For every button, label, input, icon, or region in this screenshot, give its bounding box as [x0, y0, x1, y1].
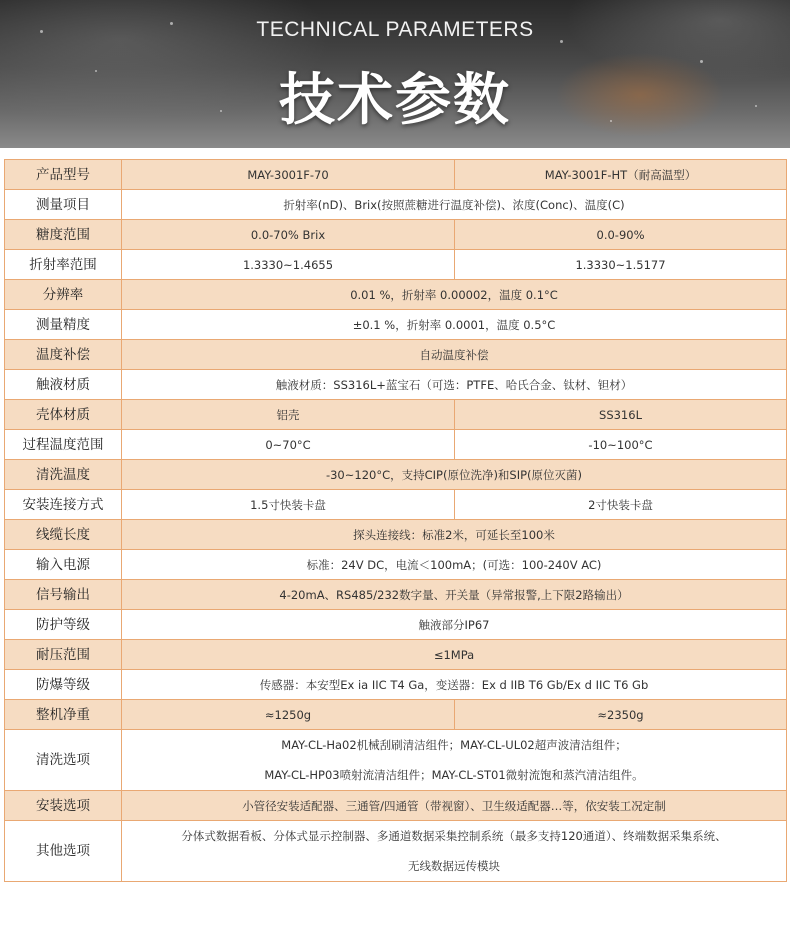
row-label: 安装连接方式: [5, 490, 122, 520]
row-label: 产品型号: [5, 160, 122, 190]
parameters-table: [4, 159, 787, 882]
row-value: 2寸快装卡盘: [455, 490, 787, 520]
row-value: 自动温度补偿: [122, 340, 787, 370]
row-value: ≈1250g: [122, 700, 455, 730]
table-row: [5, 730, 787, 791]
row-value: 标准：24V DC，电流＜100mA；(可选：100-240V AC): [122, 550, 787, 580]
row-value: 4-20mA、RS485/232数字量、开关量（异常报警,上下限2路输出）: [122, 580, 787, 610]
table-row: [5, 250, 787, 280]
row-label: 其他选项: [5, 821, 122, 882]
row-value: [122, 821, 787, 882]
row-value: 触液部分IP67: [122, 610, 787, 640]
row-value: 小管径安装适配器、三通管/四通管（带视窗）、卫生级适配器…等，依安装工况定制: [122, 791, 787, 821]
row-value: 传感器：本安型Ex ia IIC T4 Ga，变送器：Ex d IIB T6 Gb/Ex d IIC T6 Gb: [122, 670, 787, 700]
table-row: [5, 430, 787, 460]
row-label: 分辨率: [5, 280, 122, 310]
row-value: -10~100°C: [455, 430, 787, 460]
table-row: [5, 550, 787, 580]
row-value-line: MAY-CL-Ha02机械刮刷清洁组件；MAY-CL-UL02超声波清洁组件；: [281, 738, 627, 752]
table-row: [5, 520, 787, 550]
row-value: [122, 730, 787, 791]
row-value: MAY-3001F-70: [122, 160, 455, 190]
row-value: 铝壳: [122, 400, 455, 430]
table-row: [5, 220, 787, 250]
table-row: [5, 610, 787, 640]
table-row: [5, 821, 787, 882]
row-value-line: 无线数据远传模块: [408, 859, 500, 873]
table-row: [5, 310, 787, 340]
table-row: [5, 580, 787, 610]
header-subtitle: TECHNICAL PARAMETERS: [256, 18, 534, 41]
row-label: 整机净重: [5, 700, 122, 730]
row-value: 0~70°C: [122, 430, 455, 460]
row-value: 1.3330~1.5177: [455, 250, 787, 280]
row-value: 探头连接线：标准2米，可延长至100米: [122, 520, 787, 550]
row-label: 输入电源: [5, 550, 122, 580]
table-row: [5, 791, 787, 821]
row-value: 触液材质：SS316L+蓝宝石（可选：PTFE、哈氏合金、钛材、钽材）: [122, 370, 787, 400]
page-title: 技术参数: [279, 68, 511, 133]
row-value: 1.5寸快装卡盘: [122, 490, 455, 520]
table-row: [5, 190, 787, 220]
row-label: 测量项目: [5, 190, 122, 220]
table-row: [5, 700, 787, 730]
table-row: [5, 370, 787, 400]
row-value: 0.0-70% Brix: [122, 220, 455, 250]
row-value-line: MAY-CL-HP03喷射流清洁组件；MAY-CL-ST01微射流饱和蒸汽清洁组件。: [264, 768, 644, 782]
table-row: [5, 340, 787, 370]
row-value: SS316L: [455, 400, 787, 430]
row-label: 清洗选项: [5, 730, 122, 791]
row-value: MAY-3001F-HT（耐高温型）: [455, 160, 787, 190]
table-row: [5, 280, 787, 310]
table-row: [5, 400, 787, 430]
row-label: 糖度范围: [5, 220, 122, 250]
row-label: 过程温度范围: [5, 430, 122, 460]
row-value: ≤1MPa: [122, 640, 787, 670]
row-value: -30~120°C，支持CIP(原位洗净)和SIP(原位灭菌): [122, 460, 787, 490]
table-row: [5, 460, 787, 490]
table-row: [5, 640, 787, 670]
row-value-line: 分体式数据看板、分体式显示控制器、多通道数据采集控制系统（最多支持120通道）、终端数据采集系统、: [181, 829, 727, 843]
header-banner: [0, 0, 790, 148]
row-label: 壳体材质: [5, 400, 122, 430]
row-value: 0.0-90%: [455, 220, 787, 250]
row-label: 测量精度: [5, 310, 122, 340]
row-label: 耐压范围: [5, 640, 122, 670]
row-label: 防爆等级: [5, 670, 122, 700]
row-value: 1.3330~1.4655: [122, 250, 455, 280]
table-row: [5, 670, 787, 700]
row-label: 触液材质: [5, 370, 122, 400]
row-value: 0.01 %，折射率 0.00002，温度 0.1°C: [122, 280, 787, 310]
row-value: ≈2350g: [455, 700, 787, 730]
row-label: 温度补偿: [5, 340, 122, 370]
table-row: [5, 490, 787, 520]
row-value: 折射率(nD)、Brix(按照蔗糖进行温度补偿)、浓度(Conc)、温度(C): [122, 190, 787, 220]
row-label: 线缆长度: [5, 520, 122, 550]
row-value: ±0.1 %，折射率 0.0001，温度 0.5°C: [122, 310, 787, 340]
row-label: 折射率范围: [5, 250, 122, 280]
row-label: 安装选项: [5, 791, 122, 821]
row-label: 防护等级: [5, 610, 122, 640]
table-row: [5, 160, 787, 190]
row-label: 信号输出: [5, 580, 122, 610]
row-label: 清洗温度: [5, 460, 122, 490]
